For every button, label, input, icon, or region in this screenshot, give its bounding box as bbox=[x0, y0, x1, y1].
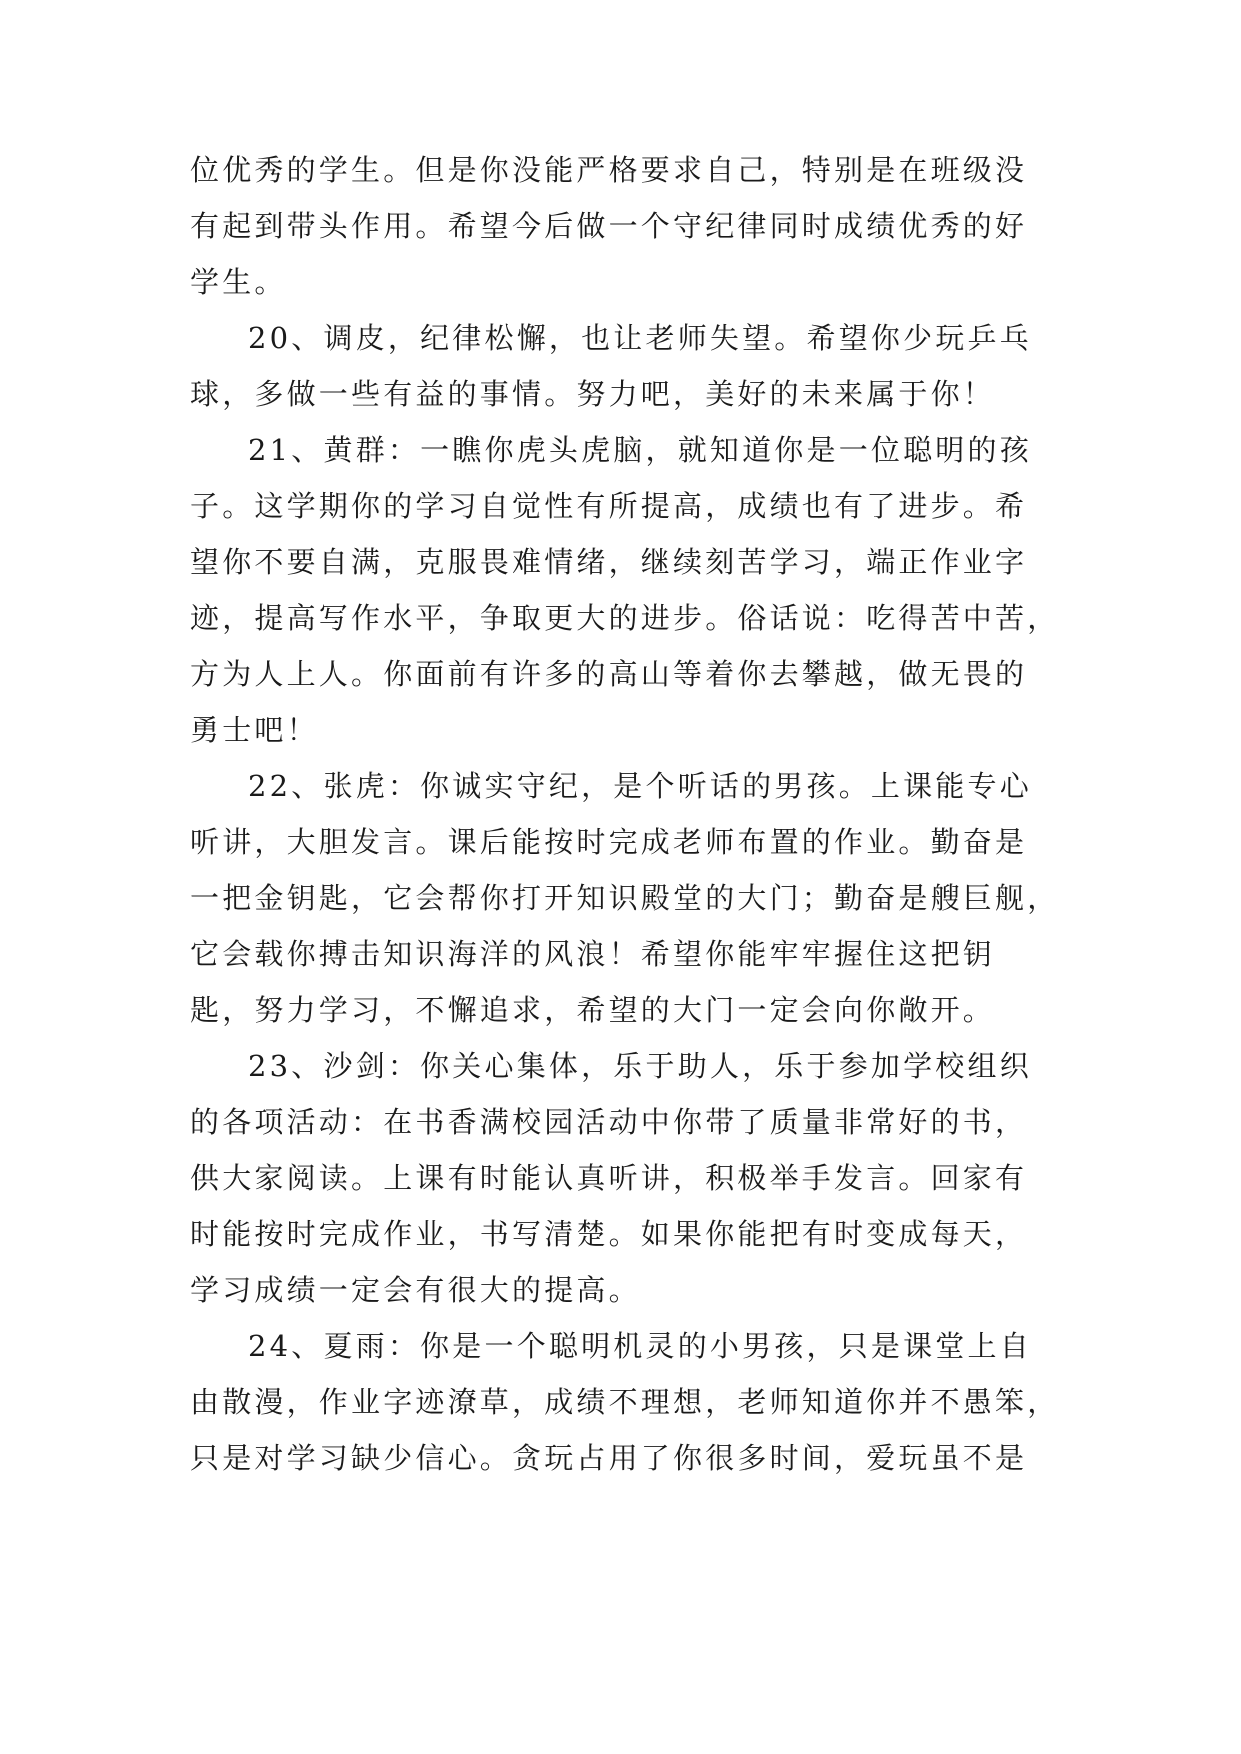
text-line: 24、夏雨：你是一个聪明机灵的小男孩，只是课堂上自 bbox=[248, 1329, 1032, 1363]
text-line: 勇士吧！ bbox=[190, 713, 319, 747]
text-line: 学习成绩一定会有很大的提高。 bbox=[190, 1273, 641, 1307]
text-line: 它会载你搏击知识海洋的风浪！希望你能牢牢握住这把钥 bbox=[190, 937, 996, 971]
text-line: 一把金钥匙，它会帮你打开知识殿堂的大门；勤奋是艘巨舰， bbox=[190, 881, 1060, 915]
text-line: 望你不要自满，克服畏难情绪，继续刻苦学习，端正作业字 bbox=[190, 545, 1028, 579]
text-line: 20、调皮，纪律松懈，也让老师失望。希望你少玩乒乓 bbox=[248, 321, 1032, 355]
text-line: 供大家阅读。上课有时能认真听讲，积极举手发言。回家有 bbox=[190, 1161, 1028, 1195]
text-line: 22、张虎：你诚实守纪，是个听话的男孩。上课能专心 bbox=[248, 769, 1032, 803]
text-line: 子。这学期你的学习自觉性有所提高，成绩也有了进步。希 bbox=[190, 489, 1028, 523]
text-line: 位优秀的学生。但是你没能严格要求自己，特别是在班级没 bbox=[190, 153, 1028, 187]
text-line: 匙，努力学习，不懈追求，希望的大门一定会向你敞开。 bbox=[190, 993, 996, 1027]
text-line: 由散漫，作业字迹潦草，成绩不理想，老师知道你并不愚笨， bbox=[190, 1385, 1060, 1419]
text-line: 的各项活动：在书香满校园活动中你带了质量非常好的书， bbox=[190, 1105, 1028, 1139]
text-line: 21、黄群：一瞧你虎头虎脑，就知道你是一位聪明的孩 bbox=[248, 433, 1032, 467]
text-line: 23、沙剑：你关心集体，乐于助人，乐于参加学校组织 bbox=[248, 1049, 1032, 1083]
text-line: 方为人上人。你面前有许多的高山等着你去攀越，做无畏的 bbox=[190, 657, 1028, 691]
text-line: 球，多做一些有益的事情。努力吧，美好的未来属于你！ bbox=[190, 377, 996, 411]
text-line: 时能按时完成作业，书写清楚。如果你能把有时变成每天， bbox=[190, 1217, 1028, 1251]
text-line: 只是对学习缺少信心。贪玩占用了你很多时间，爱玩虽不是 bbox=[190, 1441, 1028, 1475]
text-line: 迹，提高写作水平，争取更大的进步。俗话说：吃得苦中苦， bbox=[190, 601, 1060, 635]
text-line: 有起到带头作用。希望今后做一个守纪律同时成绩优秀的好 bbox=[190, 209, 1028, 243]
text-line: 学生。 bbox=[190, 265, 287, 299]
text-line: 听讲，大胆发言。课后能按时完成老师布置的作业。勤奋是 bbox=[190, 825, 1028, 859]
